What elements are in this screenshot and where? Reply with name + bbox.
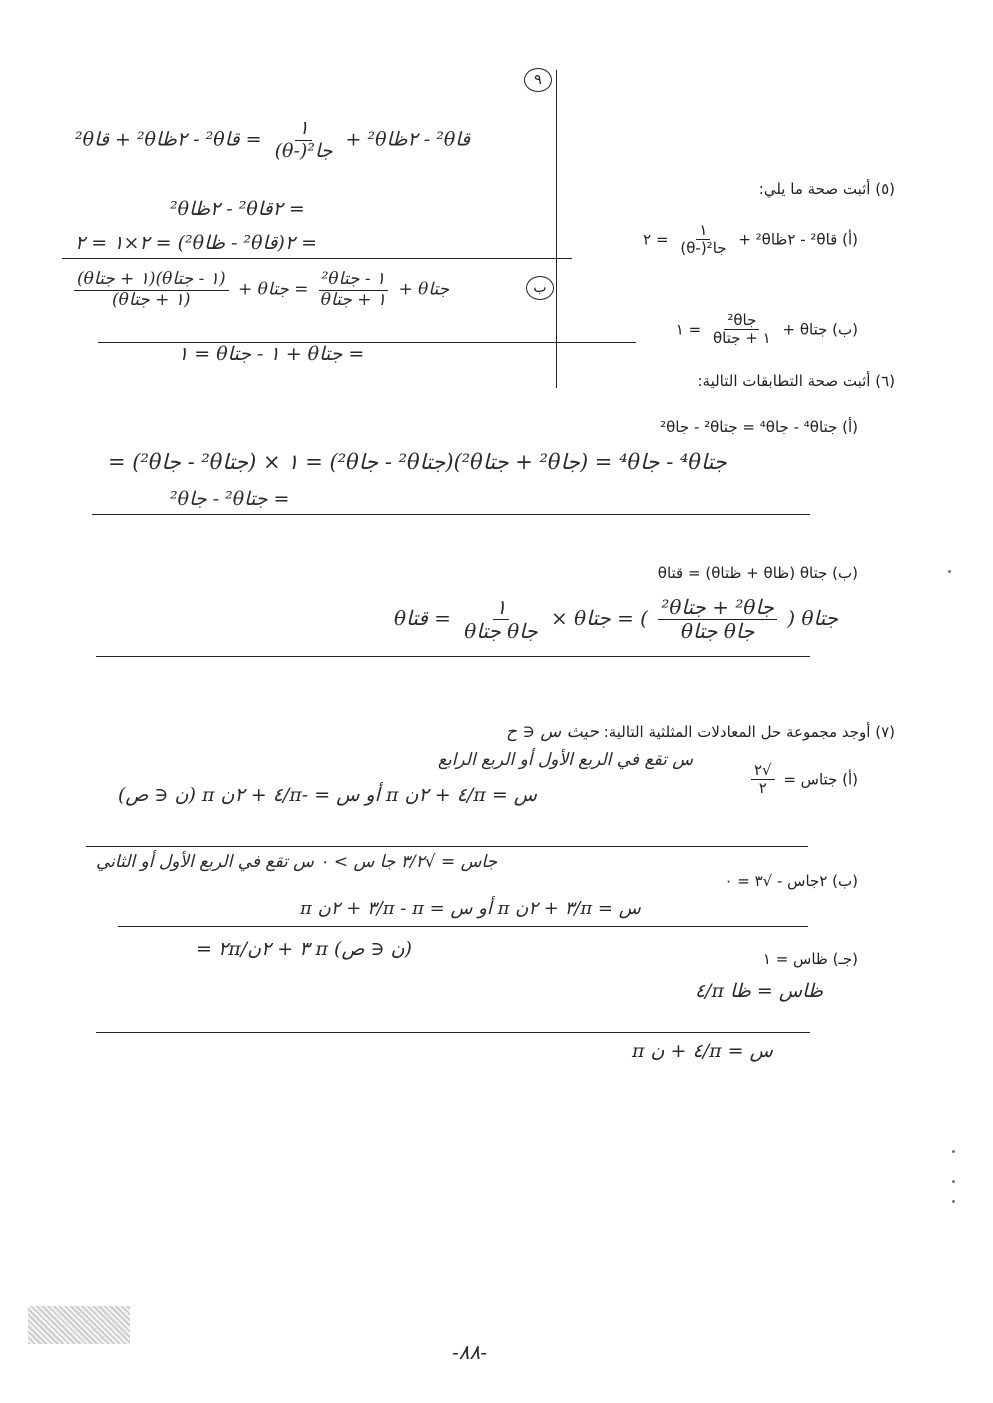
q7-a-statement xyxy=(747,762,858,798)
q7-b-divider xyxy=(118,926,808,927)
q7-b-work-2: س = π/٣ + ٢ن π أو س = π - π/٣ + ٢ن π xyxy=(300,898,641,919)
q5-a-rhs: = ٢ xyxy=(643,230,669,249)
scan-dot xyxy=(948,570,951,573)
fraction-numerator: ١ xyxy=(493,596,510,620)
fraction-numerator: ١ - جتا²θ xyxy=(319,270,389,291)
q6-b-work xyxy=(394,596,838,643)
part-b-label: ب xyxy=(533,280,547,296)
q7-a-label: (أ) جتاس = xyxy=(783,770,858,789)
fraction-numerator: ١ xyxy=(295,118,311,141)
page-number: -٨٨- xyxy=(452,1340,488,1364)
q6-a-statement: (أ) جتا⁴θ - جا⁴θ = جتا²θ - جا²θ xyxy=(660,418,858,436)
q7-a-divider xyxy=(86,846,808,847)
left-work-line-1-rhs: = قا²θ - ٢ظا²θ + قا²θ xyxy=(75,128,262,151)
fraction-denominator: ٢ xyxy=(758,779,767,798)
q7-title: (٧) أوجد مجموعة حل المعادلات المثلثية التالية: xyxy=(603,723,895,741)
q6-b-fraction-2 xyxy=(461,596,540,643)
left-work-line-5: = جتاθ + ١ - جتاθ = ١ xyxy=(178,343,365,365)
q7-c-work-2: س = π/٤ + ن π xyxy=(632,1040,773,1062)
scan-stamp xyxy=(28,1306,130,1344)
q7-title-handwritten: حيث س ∈ ح xyxy=(506,722,599,742)
fraction-numerator: جا²θ + جتا²θ xyxy=(658,596,777,620)
left-work-line-4-lhs: جتاθ + xyxy=(398,279,450,300)
left-work-line-1-lhs: قا²θ - ٢ظا²θ + xyxy=(345,128,471,151)
fraction-denominator: ١ + جتاθ xyxy=(320,289,387,310)
left-work-line-4 xyxy=(70,270,449,310)
q5-b-label: (ب) xyxy=(832,320,858,339)
q6-b-work-rhs: = قتاθ xyxy=(394,606,451,630)
q7-c-statement: (جـ) ظاس = ١ xyxy=(762,950,858,968)
left-work-line-4-mid: = جتاθ + xyxy=(237,279,309,300)
fraction-numerator: ١ xyxy=(696,222,710,240)
part-b-circle xyxy=(526,276,554,300)
q7-c-divider xyxy=(96,1032,810,1033)
left-work-line-3: = ٢(قا²θ - ظا²θ) = ٢×١ = ٢ xyxy=(75,232,318,254)
page-mark-text: ٩ xyxy=(534,72,542,88)
q5-b-rhs: = ١ xyxy=(675,320,702,339)
scan-dot xyxy=(952,1180,955,1183)
q7-b-work-3: = ٢π/٣ + ٢ن π (ن ∈ ص) xyxy=(196,938,412,960)
page-mark-circle xyxy=(524,68,552,92)
q5-a-label: (أ) xyxy=(842,230,858,249)
q7-title-line xyxy=(506,722,895,742)
fraction-denominator: جا²(-θ) xyxy=(274,139,333,162)
q5-title: (٥) أثبت صحة ما يلي: xyxy=(758,180,895,198)
scan-dot xyxy=(952,1150,955,1153)
left-work-line-1-fraction xyxy=(272,118,336,163)
fraction-denominator: (١ + جتاθ) xyxy=(112,289,191,310)
left-work-line-1 xyxy=(75,118,470,163)
column-divider xyxy=(556,70,557,388)
fraction-denominator: جا²(-θ) xyxy=(680,239,727,258)
left-work-line-4-fraction-2 xyxy=(74,270,229,310)
q5-b-fraction xyxy=(710,312,774,348)
q6-b-fraction-1 xyxy=(658,596,777,643)
q5-b xyxy=(676,312,858,348)
q7-a-fraction xyxy=(751,762,775,798)
fraction-numerator: √٢ xyxy=(751,762,775,780)
fraction-numerator: جا²θ xyxy=(724,312,759,330)
left-work-line-2: = ٢قا²θ - ٢ظا²θ xyxy=(170,198,305,220)
q6-a-work-2: = جتا²θ - جا²θ xyxy=(170,488,290,510)
q5-a-fraction xyxy=(677,222,729,258)
q5-a-lhs: قا²θ - ٢ظا²θ + xyxy=(738,230,838,249)
q6-a-work-1: جتا⁴θ - جا⁴θ = (جا²θ + جتا²θ)(جتا²θ - جا²θ) = ١ × (جتا²θ - جا²θ) = xyxy=(108,450,727,474)
q6-b-statement: (ب) جتاθ (ظاθ + ظتاθ) = قتاθ xyxy=(657,564,858,582)
q6-b-divider xyxy=(96,656,810,657)
fraction-denominator: ١ + جتاθ xyxy=(712,329,771,348)
q5-a xyxy=(643,222,858,258)
q6-a-divider xyxy=(92,514,810,515)
q7-c-work-1: ظاس = ظا π/٤ xyxy=(694,980,823,1002)
q7-b-work-1: جاس = √٣/٢ جا س > ٠ س تقع في الربع الأول أو الثاني xyxy=(96,852,498,872)
q7-a-work: س = π/٤ + ٢ن π أو س = -π/٤ + ٢ن π (ن ∈ ص) xyxy=(118,784,537,806)
q7-a-note: س تقع في الربع الأول أو الربع الرابع xyxy=(437,750,693,770)
scan-dot xyxy=(952,1200,955,1203)
fraction-denominator: جاθ جتاθ xyxy=(680,619,755,643)
q7-b-statement: (ب) ٢جاس - √٣ = ٠ xyxy=(724,872,858,890)
left-divider-1 xyxy=(62,258,572,259)
q5-b-lhs: جتاθ + xyxy=(782,320,828,339)
q6-b-work-lhs: جتاθ ( xyxy=(787,606,838,630)
fraction-numerator: (١ - جتاθ)(١ + جتاθ) xyxy=(74,270,229,291)
fraction-denominator: جاθ جتاθ xyxy=(464,619,538,643)
left-work-line-4-fraction-1 xyxy=(318,270,389,310)
q6-b-work-mid: ) = جتاθ × xyxy=(551,606,648,630)
q6-title: (٦) أثبت صحة التطابقات التالية: xyxy=(697,372,895,390)
